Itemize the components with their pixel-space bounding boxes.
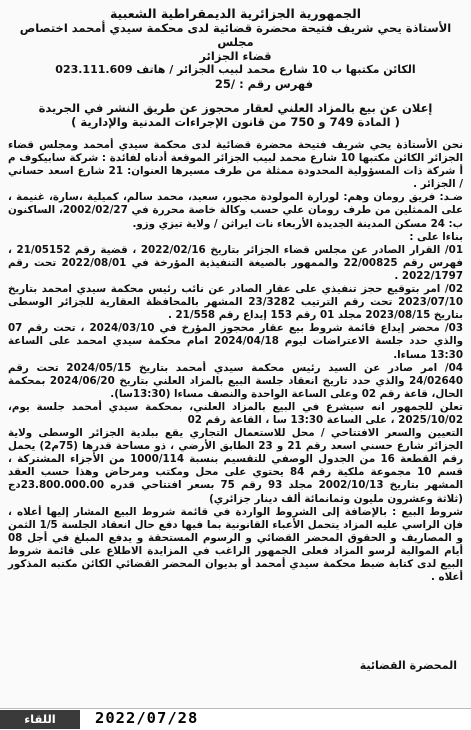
bailiff-line: الأستاذة يحي شريف فتيحة محضرة قضائية لدى محكمة سيدي أمحمد اختصاص مجلس <box>19 21 452 49</box>
notice-subtitle: ( المادة 749 و 750 من قانون الإجراءات المدنية والإدارية ) <box>71 115 400 129</box>
paragraph-sale-conditions: شروط البيع : بالإضافة إلى الشروط الواردة في قائمة شروط البيع المشار إليها أعلاه ، فإن الراسي عليه المزاد يتحمل الأعباء القانونية بما فيها دفع حال انعقاد الجلسة 1/5 الثمن و المصاريف و الحقوق المحضر القضائي و الرسوم المستحقة و يدفع المبلغ في أجل 08 أيام الموالية لرسو المزاد فعلى الجمهور الراغب في المزايدة الاطلاع على قائمة شروط البيع لدى كتابة ضبط محكمة سيدي أمحمد أو بديوان المحضر القضائي الكائن مكتبه المذكور أعلاه . <box>8 505 464 584</box>
paragraph-item-01: 01/ القرار الصادر عن مجلس قضاء الجزائر بتاريخ 2022/02/16 ، قضية رقم 21/05152 ، فهرس رقم 22/00825 والممهور بالصيغة التنفيذية المؤرخة في 2022/08/01 تحت رقم 2022/1797 . <box>8 243 464 282</box>
publication-date: 2022/07/28 <box>95 709 199 727</box>
notice-header <box>8 6 463 91</box>
signature-label: المحضرة القضائية <box>359 659 457 672</box>
republic-title: الجمهورية الجزائرية الديمقراطية الشعبية <box>109 6 362 21</box>
notice-title: إعلان عن بيع بالمزاد العلني لعقار محجوز عن طريق النشر في الجريدة <box>38 101 433 115</box>
court-line: قضاء الجزائر <box>199 49 272 63</box>
publication-band <box>0 708 471 730</box>
paragraph-announcement: تعلن للجمهور انه سيشرع في البيع بالمزاد العلني، بمحكمة سيدي أمحمد جلسة يوم، 2025/10/02 ، على الساعة 13:30 سا ، القاعة رقم 02 <box>8 400 463 426</box>
newspaper-logo: اللقاء <box>0 710 80 729</box>
index-number-line: فهرس رقم : /25 <box>214 77 313 91</box>
address-phone-line: الكائن مكتبها ب 10 شارع محمد لبيب الجزائر / هاتف 023.111.609 <box>55 63 416 76</box>
paragraph-based-on: بناءا على : <box>409 230 463 243</box>
paragraph-item-04: 04/ امر صادر عن السيد رئيس محكمة سيدي أمحمد بتاريخ 2024/05/15 تحت رقم 24/02640 والذي حدد تاريخ انعقاد جلسة البيع بالمزاد العلني بتاريخ 2024/06/20 بمحكمة الحال، قاعة رقم 02 وعلى الساعة الواحدة والنصف مساءا (13:30سا). <box>8 361 463 400</box>
notice-body <box>8 139 463 584</box>
paragraph-against: ضـد: فريق رومان وهم: لورارة المولودة مجبور، سعيد، محمد سالم، كميلية ،سارة، غنيمة ، على الممثلين من طرف رومان علي حسب وكالة خاصة محررة في 2002/02/27، الساكنون ب: 24 مسكن المدينة الجديدة الأربعاء نات ايراثن / ولاية تيزي وزو. <box>8 191 463 230</box>
paragraph-intro: نحن الأستاذة يحي شريف فتيحة محضرة قضائية لدى محكمة سيدي أمحمد ومجلس قضاء الجزائر الكائن مكتبها 10 شارع محمد لبيب الجزائر الموقعة أدناه لفائدة : شركة سابيكوف م أ شركة ذات المسؤولية المحدودة ممثلة من طرف مسيرها العنوان: 21 شارع اسعد حساني / الجزائر . <box>8 139 463 191</box>
paragraph-item-02: 02/ امر بتوقيع حجز تنفيذي على عقار الصادر عن نائب رئيس محكمة سيدي امحمد بتاريخ 2023/07/10 تحت رقم الترتيب 23/3282 المشهر بالمحافظة العقارية للجزائر الوسطى بتاريخ 2023/08/15 مجلد 01 رقم 153 إيداع رقم 21/558 . <box>8 283 463 322</box>
paragraph-item-03: 03/ محضر إيداع قائمة شروط بيع عقار محجوز المؤرخ في 2024/03/10 ، تحت رقم 07 والذي حدد جلسة الاعتراضات ليوم 2024/04/18 امام محكمة سيدي امحمد على الساعة 13:30 مساءا. <box>8 322 463 361</box>
paragraph-property-price: التعيين والسعر الافتتاحي / محل للاستعمال التجاري يقع ببلدية الجزائر الوسطى ولاية الجزائر شارع حسني اسعد رقم 21 و 23 الطابق الأرضي ، ذو مساحة قدرها (75م2) يحمل رقم القطعة 16 من الجدول الوصفي للتقسيم بنسبة 1000/114 من الأجزاء المشتركة ، قسم 10 مجموعة ملكية رقم 84 يحتوي على محل ومكتب ومرحاض وهذا حسب العقد المشهر بتاريخ 2002/10/13 مجلد 93 رقم 75 بسعر افتتاحي قدره 23.800.000.00دج (ثلاثة وعشرون مليون وثمانمائة ألف دينار جزائري) <box>8 427 463 505</box>
